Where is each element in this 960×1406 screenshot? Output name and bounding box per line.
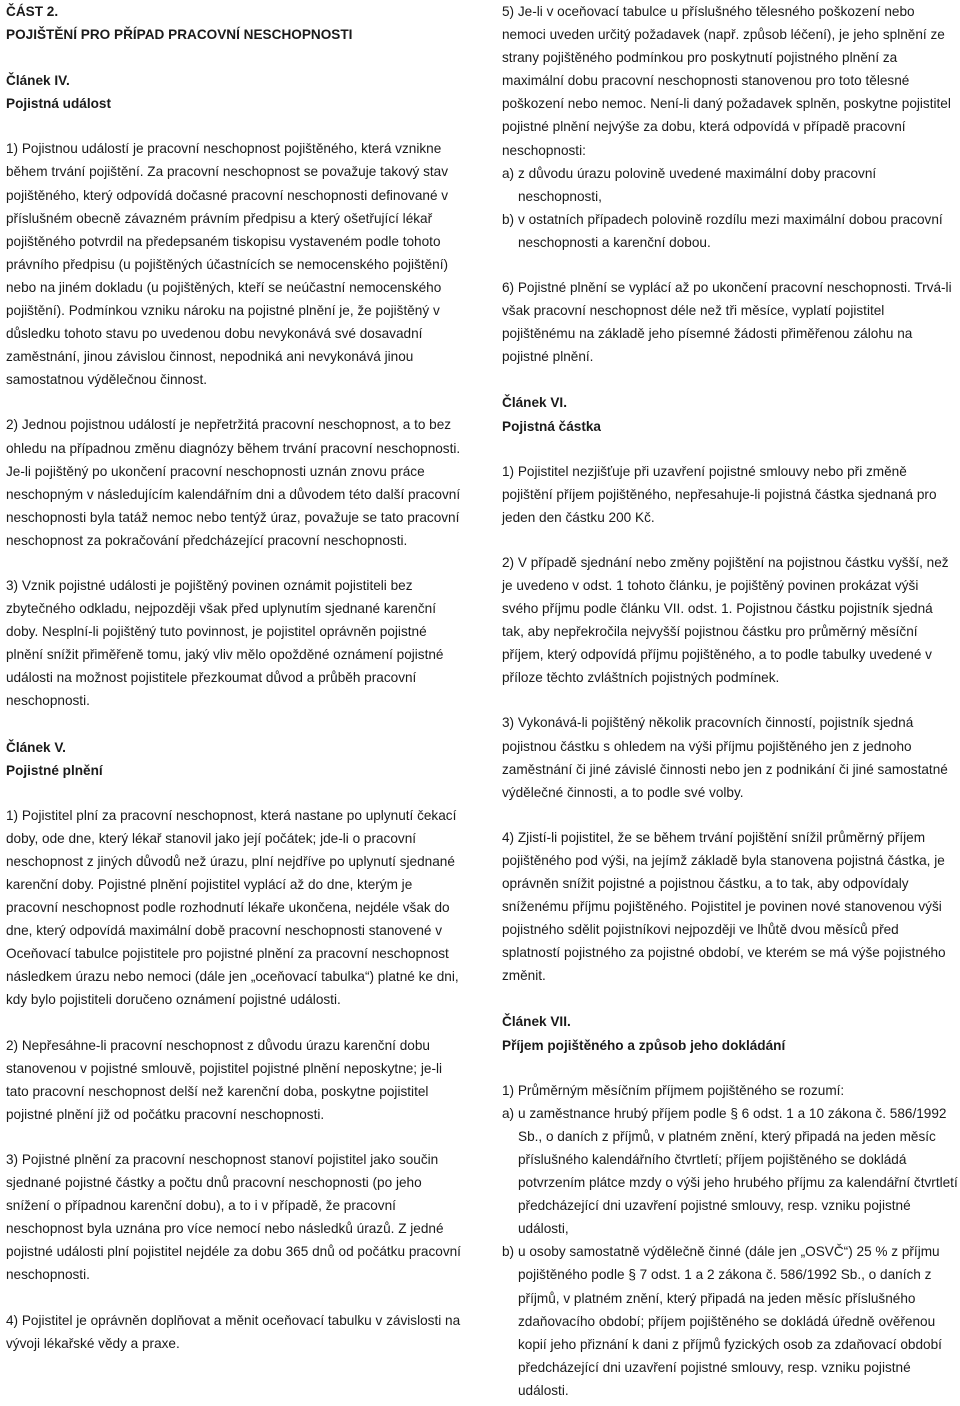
article-vi-paragraph-2: 2) V případě sjednání nebo změny pojištění na pojistnou částku vyšší, než je uvedeno v odst. 1 tohoto článku, je pojištěný povinen prokázat výši svého příjmu podle článku VII. odst. 1. Pojistnou částku pojistník sjedná tak, aby nepřekročila nejvyšší pojistnou částku pro průměrný měsíční příjem, který odpovídá příjmu pojištěného, a to podle tabulky uvedené v příloze těchto zvláštních pojistných podmínek. — [502, 554, 949, 686]
article-vii-label: Článek VII. — [502, 1014, 571, 1030]
article-iv-label: Článek IV. — [6, 73, 70, 89]
article-vii-title: Příjem pojištěného a způsob jeho dokládání — [502, 1037, 786, 1053]
article-v-paragraph-5: 5) Je-li v oceňovací tabulce u příslušného tělesného poškození nebo nemoci uveden určitý požadavek (např. způsob léčení), je jeho splnění ze strany pojištěného podmínkou pro poskytnutí pojistného plnění za maximální dobu pracovní neschopnosti stanovenou pro toto tělesné poškození nebo nemoc. Není-li daný požadavek splněn, poskytne pojistitel pojistné plnění nejvýše za dobu, která odpovídá v případě pracovní neschopnosti: — [502, 4, 951, 158]
article-vi-label: Článek VI. — [502, 395, 567, 411]
list-item — [502, 208, 958, 254]
article-v-paragraph-4: 4) Pojistitel je oprávněn doplňovat a měnit oceňovací tabulku v závislosti na vývoji lékařské vědy a praxe. — [6, 1312, 461, 1351]
article-v-paragraph-5-list — [502, 162, 958, 254]
list-marker: b) — [502, 1244, 515, 1260]
article-vi-paragraph-3: 3) Vykonává-li pojištěný několik pracovních činností, pojistník sjedná pojistnou částku s ohledem na výši příjmu pojištěného jen z jednoho zaměstnání či jiné závislé činnosti nebo jen z podnikání či jiné samostatné výdělečné činnosti, a to podle své volby. — [502, 715, 948, 800]
list-marker: a) — [502, 1105, 515, 1121]
list-item — [502, 1102, 958, 1241]
list-marker: b) — [502, 211, 515, 227]
article-vi-paragraph-1: 1) Pojistitel nezjišťuje při uzavření pojistné smlouvy nebo při změně pojištění příjem pojištěného, nepřesahuje-li pojistná částka sjednaná pro jeden den částku 200 Kč. — [502, 463, 937, 525]
right-column — [502, 0, 958, 1402]
article-v-title: Pojistné plnění — [6, 762, 103, 778]
article-iv-title: Pojistná událost — [6, 96, 111, 112]
part-title: POJIŠTĚNÍ PRO PŘÍPAD PRACOVNÍ NESCHOPNOSTI — [6, 27, 353, 43]
article-vi-paragraph-4: 4) Zjistí-li pojistitel, že se během trvání pojištění snížil průměrný příjem pojištěného pod výši, na jejímž základě byla stanovena pojistná částka, je oprávněn snížit pojistné a pojistnou částku, a to tak, aby odpovídaly sníženému příjmu pojištěného. Pojistitel je povinen nové stanovenou výši pojistného sdělit pojistníkovi nejpozději ve lhůtě dvou měsíců před splatností pojistného za pojistné období, ve kterém se má výše pojistného změnit. — [502, 829, 946, 984]
list-item-text: u osoby samostatně výdělečně činné (dále jen „OSVČ“) 25 % z příjmu pojištěného podle § 7 odst. 1 a 2 zákona č. 586/1992 Sb., o daních z příjmů, v platném znění, který připadá na jeden měsíc příslušného zdaňovacího období; příjem pojištěného se dokládá úředně ověřenou kopií jeho přiznání k dani z příjmů fyzických osob za zdaňovací období předcházející dni uzavření pojistné smlouvy, resp. vzniku pojistné události. — [518, 1244, 942, 1398]
article-vi-title: Pojistná částka — [502, 418, 601, 434]
list-item — [502, 1240, 958, 1402]
article-vii-paragraph-1: 1) Průměrným měsíčním příjmem pojištěného se rozumí: — [502, 1082, 845, 1098]
article-iv-paragraph-3: 3) Vznik pojistné události je pojištěný povinen oznámit pojistiteli bez zbytečného odkladu, nejpozději však před uplynutím sjednané karenční doby. Nesplní-li pojištěný tuto povinnost, je pojistitel oprávněn pojistné plnění snížit přiměřeně tomu, jaký vliv mělo opožděné oznámení pojistné události na možnost pojistitele přezkoumat důvod a průběh pracovní neschopnosti. — [6, 577, 444, 709]
article-v-paragraph-1: 1) Pojistitel plní za pracovní neschopnost, která nastane po uplynutí čekací doby, ode dne, který lékař stanovil jako její počátek; jde-li o pracovní neschopnost z jiných důvodů než úrazu, plní nejdříve po uplynutí sjednané karenční doby. Pojistné plnění pojistitel vyplácí až do dne, kterým je pracovní neschopnost podle rozhodnutí lékaře ukončena, nejdéle však do dne, který odpovídá maximální době pracovní neschopnosti stanovené v Oceňovací tabulce pojistitele pro pojistné plnění za pracovní neschopnost následkem úrazu nebo nemoci (dále jen „oceňovací tabulka“) platné ke dni, kdy bylo pojistiteli doručeno oznámení pojistné události. — [6, 807, 459, 1008]
list-item-text: z důvodu úrazu polovině uvedené maximální doby pracovní neschopnosti, — [518, 165, 877, 204]
article-v-paragraph-6: 6) Pojistné plnění se vyplácí až po ukončení pracovní neschopnosti. Trvá-li však pracovní neschopnost déle než tři měsíce, vyplatí pojistitel pojištěnému na základě jeho písemné žádosti přiměřenou zálohu na pojistné plnění. — [502, 280, 952, 365]
article-iv-paragraph-2: 2) Jednou pojistnou událostí je nepřetržitá pracovní neschopnost, a to bez ohledu na případnou změnu diagnózy během trvání pracovní neschopnosti. Je-li pojištěný po ukončení pracovní neschopnosti uznán znovu práce neschopným v následujícím kalendářním dni a důvodem této další pracovní neschopnosti byla tatáž nemoc nebo tentýž úraz, považuje se tato pracovní neschopnost za pokračování předcházející pracovní neschopnosti. — [6, 417, 461, 548]
article-v-label: Článek V. — [6, 739, 66, 755]
article-v-paragraph-2: 2) Nepřesáhne-li pracovní neschopnost z důvodu úrazu karenční dobu stanovenou v pojistné smlouvě, pojistitel pojistné plnění neposkytne; je-li tato pracovní neschopnost delší než karenční doba, poskytne pojistitel pojistné plnění již od počátku pracovní neschopnosti. — [6, 1037, 443, 1122]
list-marker: a) — [502, 165, 515, 181]
article-iv-paragraph-1: 1) Pojistnou událostí je pracovní neschopnost pojištěného, která vznikne během trvání pojištění. Za pracovní neschopnost se považuje takový stav pojištěného, který odpovídá dočasné pracovní neschopnosti definované v příslušném obecně závazném právním předpisu a který ošetřující lékař pojištěného potvrdil na předepsaném tiskopisu vystaveném podle tohoto právního předpisu (u pojištěných účastnících se nemocenského pojištění) nebo na jiném dokladu (u pojištěných, kteří se neúčastní nemocenského pojištění). Podmínkou vzniku nároku na pojistné plnění je, že pojištěný v důsledku tohoto stavu po uvedenou dobu nevykonává své dosavadní zaměstnání, jinou závislou činnost, nepodniká ani nevykonává jinou samostatnou výdělečnou činnost. — [6, 141, 449, 388]
left-column — [6, 0, 466, 1355]
part-label: ČÁST 2. — [6, 4, 59, 19]
list-item-text: v ostatních případech polovině rozdílu mezi maximální dobou pracovní neschopnosti a karenční dobou. — [518, 211, 943, 250]
list-item — [502, 162, 958, 208]
article-v-paragraph-3: 3) Pojistné plnění za pracovní neschopnost stanoví pojistitel jako součin sjednané pojistné částky a počtu dnů pracovní neschopnosti (po jeho snížení o případnou karenční dobu), a to i v případě, že pracovní neschopnost byla uznána pro více nemocí nebo následků úrazů. Z jedné pojistné události plní pojistitel nejdéle za dobu 365 dnů od počátku pracovní neschopnosti. — [6, 1151, 461, 1283]
list-item-text: u zaměstnance hrubý příjem podle § 6 odst. 1 a 10 zákona č. 586/1992 Sb., o daních z příjmů, v platném znění, který připadá na jeden měsíc příslušného kalendářního čtvrtletí; příjem pojištěného se dokládá potvrzením plátce mzdy o výši jeho hrubého příjmu za kalendářní čtvrtletí předcházející dni uzavření pojistné smlouvy, resp. vzniku pojistné události, — [518, 1105, 958, 1237]
article-vii-paragraph-1-list — [502, 1102, 958, 1402]
